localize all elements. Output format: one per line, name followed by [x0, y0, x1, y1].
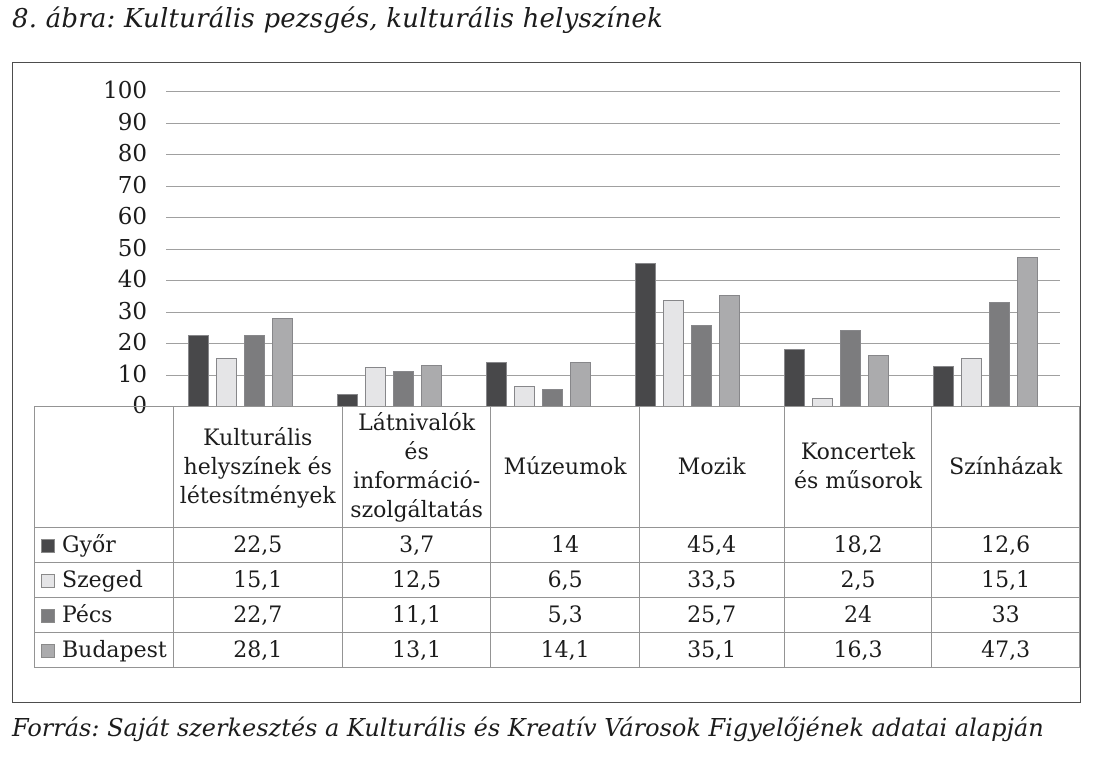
- value-szeged-mozik: 33,5: [639, 563, 784, 598]
- figure-title: 8. ábra: Kulturális pezsgés, kulturális helyszínek: [12, 4, 663, 34]
- category-label-muzeumok: Múzeumok: [491, 407, 639, 528]
- table-row-pecs: [35, 598, 1080, 633]
- bar-szeged-koncertek-es-musorok: [812, 398, 833, 406]
- value-pecs-mozik: 25,7: [639, 598, 784, 633]
- bar-pecs-muzeumok: [542, 389, 563, 406]
- bar-group-mozik: [613, 91, 762, 406]
- y-tick-label-10: 10: [117, 361, 147, 388]
- source-note: Forrás: Saját szerkesztés a Kulturális és Kreatív Városok Figyelőjének adatai alapján: [12, 714, 1044, 742]
- value-budapest-muzeumok: 14,1: [491, 633, 639, 668]
- category-label-mozik: Mozik: [639, 407, 784, 528]
- legend-label-szeged: Szeged: [62, 567, 143, 593]
- bar-gyor-latnivalok-es-informacio-szolgaltatas: [337, 394, 358, 406]
- value-budapest-mozik: 35,1: [639, 633, 784, 668]
- legend-cell-pecs: [35, 598, 174, 633]
- bar-budapest-szinhazak: [1017, 257, 1038, 406]
- value-gyor-mozik: 45,4: [639, 528, 784, 563]
- bar-group-muzeumok: [464, 91, 613, 406]
- y-tick-label-100: 100: [103, 78, 147, 104]
- chart-data-table: [34, 406, 1080, 668]
- bar-gyor-kulturalis-helyszinek-es-letesitmenyek: [188, 335, 209, 406]
- bar-szeged-kulturalis-helyszinek-es-letesitmenyek: [216, 358, 237, 406]
- y-tick-label-0: 0: [132, 393, 147, 419]
- value-gyor-latnivalok-es-informacio-szolgaltatas: 3,7: [342, 528, 491, 563]
- bar-pecs-mozik: [691, 325, 712, 406]
- value-szeged-muzeumok: 6,5: [491, 563, 639, 598]
- value-pecs-kulturalis-helyszinek-es-letesitmenyek: 22,7: [173, 598, 342, 633]
- y-tick-label-90: 90: [117, 109, 147, 136]
- value-szeged-szinhazak: 15,1: [932, 563, 1080, 598]
- bar-szeged-mozik: [663, 300, 684, 406]
- bar-budapest-mozik: [719, 295, 740, 406]
- bar-gyor-szinhazak: [933, 366, 954, 406]
- bar-pecs-koncertek-es-musorok: [840, 330, 861, 406]
- value-budapest-koncertek-es-musorok: 16,3: [784, 633, 932, 668]
- value-szeged-kulturalis-helyszinek-es-letesitmenyek: 15,1: [173, 563, 342, 598]
- legend-label-pecs: Pécs: [62, 602, 113, 628]
- value-budapest-latnivalok-es-informacio-szolgaltatas: 13,1: [342, 633, 491, 668]
- legend-swatch-icon-gyor: [41, 539, 55, 553]
- value-pecs-szinhazak: 33: [932, 598, 1080, 633]
- legend-swatch-icon-budapest: [41, 644, 55, 658]
- y-tick-label-40: 40: [117, 267, 147, 293]
- y-tick-label-80: 80: [117, 141, 147, 167]
- bar-gyor-mozik: [635, 263, 656, 406]
- value-pecs-muzeumok: 5,3: [491, 598, 639, 633]
- bar-budapest-kulturalis-helyszinek-es-letesitmenyek: [272, 318, 293, 407]
- bar-gyor-muzeumok: [486, 362, 507, 406]
- value-pecs-latnivalok-es-informacio-szolgaltatas: 11,1: [342, 598, 491, 633]
- bar-budapest-muzeumok: [570, 362, 591, 406]
- category-label-kulturalis-helyszinek-es-letesitmenyek: Kulturális helyszínek és létesítmények: [173, 407, 342, 528]
- bar-gyor-koncertek-es-musorok: [784, 349, 805, 406]
- bar-szeged-latnivalok-es-informacio-szolgaltatas: [365, 367, 386, 406]
- category-label-szinhazak: Színházak: [932, 407, 1080, 528]
- y-tick-label-50: 50: [117, 235, 147, 262]
- bar-group-latnivalok-es-informacio-szolgaltatas: [315, 91, 464, 406]
- bar-budapest-latnivalok-es-informacio-szolgaltatas: [421, 365, 442, 406]
- y-tick-label-60: 60: [117, 204, 147, 230]
- legend-label-budapest: Budapest: [62, 637, 167, 663]
- table-row-budapest: [35, 633, 1080, 668]
- table-row-gyor: [35, 528, 1080, 563]
- bar-group-kulturalis-helyszinek-es-letesitmenyek: [166, 91, 315, 406]
- legend-cell-budapest: [35, 633, 174, 668]
- legend-cell-gyor: [35, 528, 174, 563]
- bar-chart-plot-area: [166, 91, 1060, 406]
- category-label-latnivalok-es-informacio-szolgaltatas: Látnivalók és információ-szolgáltatás: [342, 407, 491, 528]
- bar-group-szinhazak: [911, 91, 1060, 406]
- value-szeged-koncertek-es-musorok: 2,5: [784, 563, 932, 598]
- category-label-koncertek-es-musorok: Koncertek és műsorok: [784, 407, 932, 528]
- y-tick-label-30: 30: [117, 298, 147, 325]
- value-gyor-muzeumok: 14: [491, 528, 639, 563]
- y-tick-label-70: 70: [117, 172, 147, 199]
- value-gyor-koncertek-es-musorok: 18,2: [784, 528, 932, 563]
- value-gyor-szinhazak: 12,6: [932, 528, 1080, 563]
- bar-szeged-muzeumok: [514, 386, 535, 406]
- value-budapest-szinhazak: 47,3: [932, 633, 1080, 668]
- table-row-szeged: [35, 563, 1080, 598]
- bar-group-koncertek-es-musorok: [762, 91, 911, 406]
- bar-pecs-latnivalok-es-informacio-szolgaltatas: [393, 371, 414, 406]
- bar-szeged-szinhazak: [961, 358, 982, 406]
- value-pecs-koncertek-es-musorok: 24: [784, 598, 932, 633]
- bar-pecs-kulturalis-helyszinek-es-letesitmenyek: [244, 335, 265, 407]
- legend-cell-szeged: [35, 563, 174, 598]
- bar-pecs-szinhazak: [989, 302, 1010, 406]
- table-corner-empty-cell: [35, 407, 174, 528]
- chart-frame: [12, 62, 1081, 703]
- legend-label-gyor: Győr: [62, 532, 116, 558]
- value-szeged-latnivalok-es-informacio-szolgaltatas: 12,5: [342, 563, 491, 598]
- bar-budapest-koncertek-es-musorok: [868, 355, 889, 406]
- legend-swatch-icon-szeged: [41, 574, 55, 588]
- y-tick-label-20: 20: [117, 330, 147, 356]
- value-gyor-kulturalis-helyszinek-es-letesitmenyek: 22,5: [173, 528, 342, 563]
- value-budapest-kulturalis-helyszinek-es-letesitmenyek: 28,1: [173, 633, 342, 668]
- category-header-row: [35, 407, 1080, 528]
- legend-swatch-icon-pecs: [41, 609, 55, 623]
